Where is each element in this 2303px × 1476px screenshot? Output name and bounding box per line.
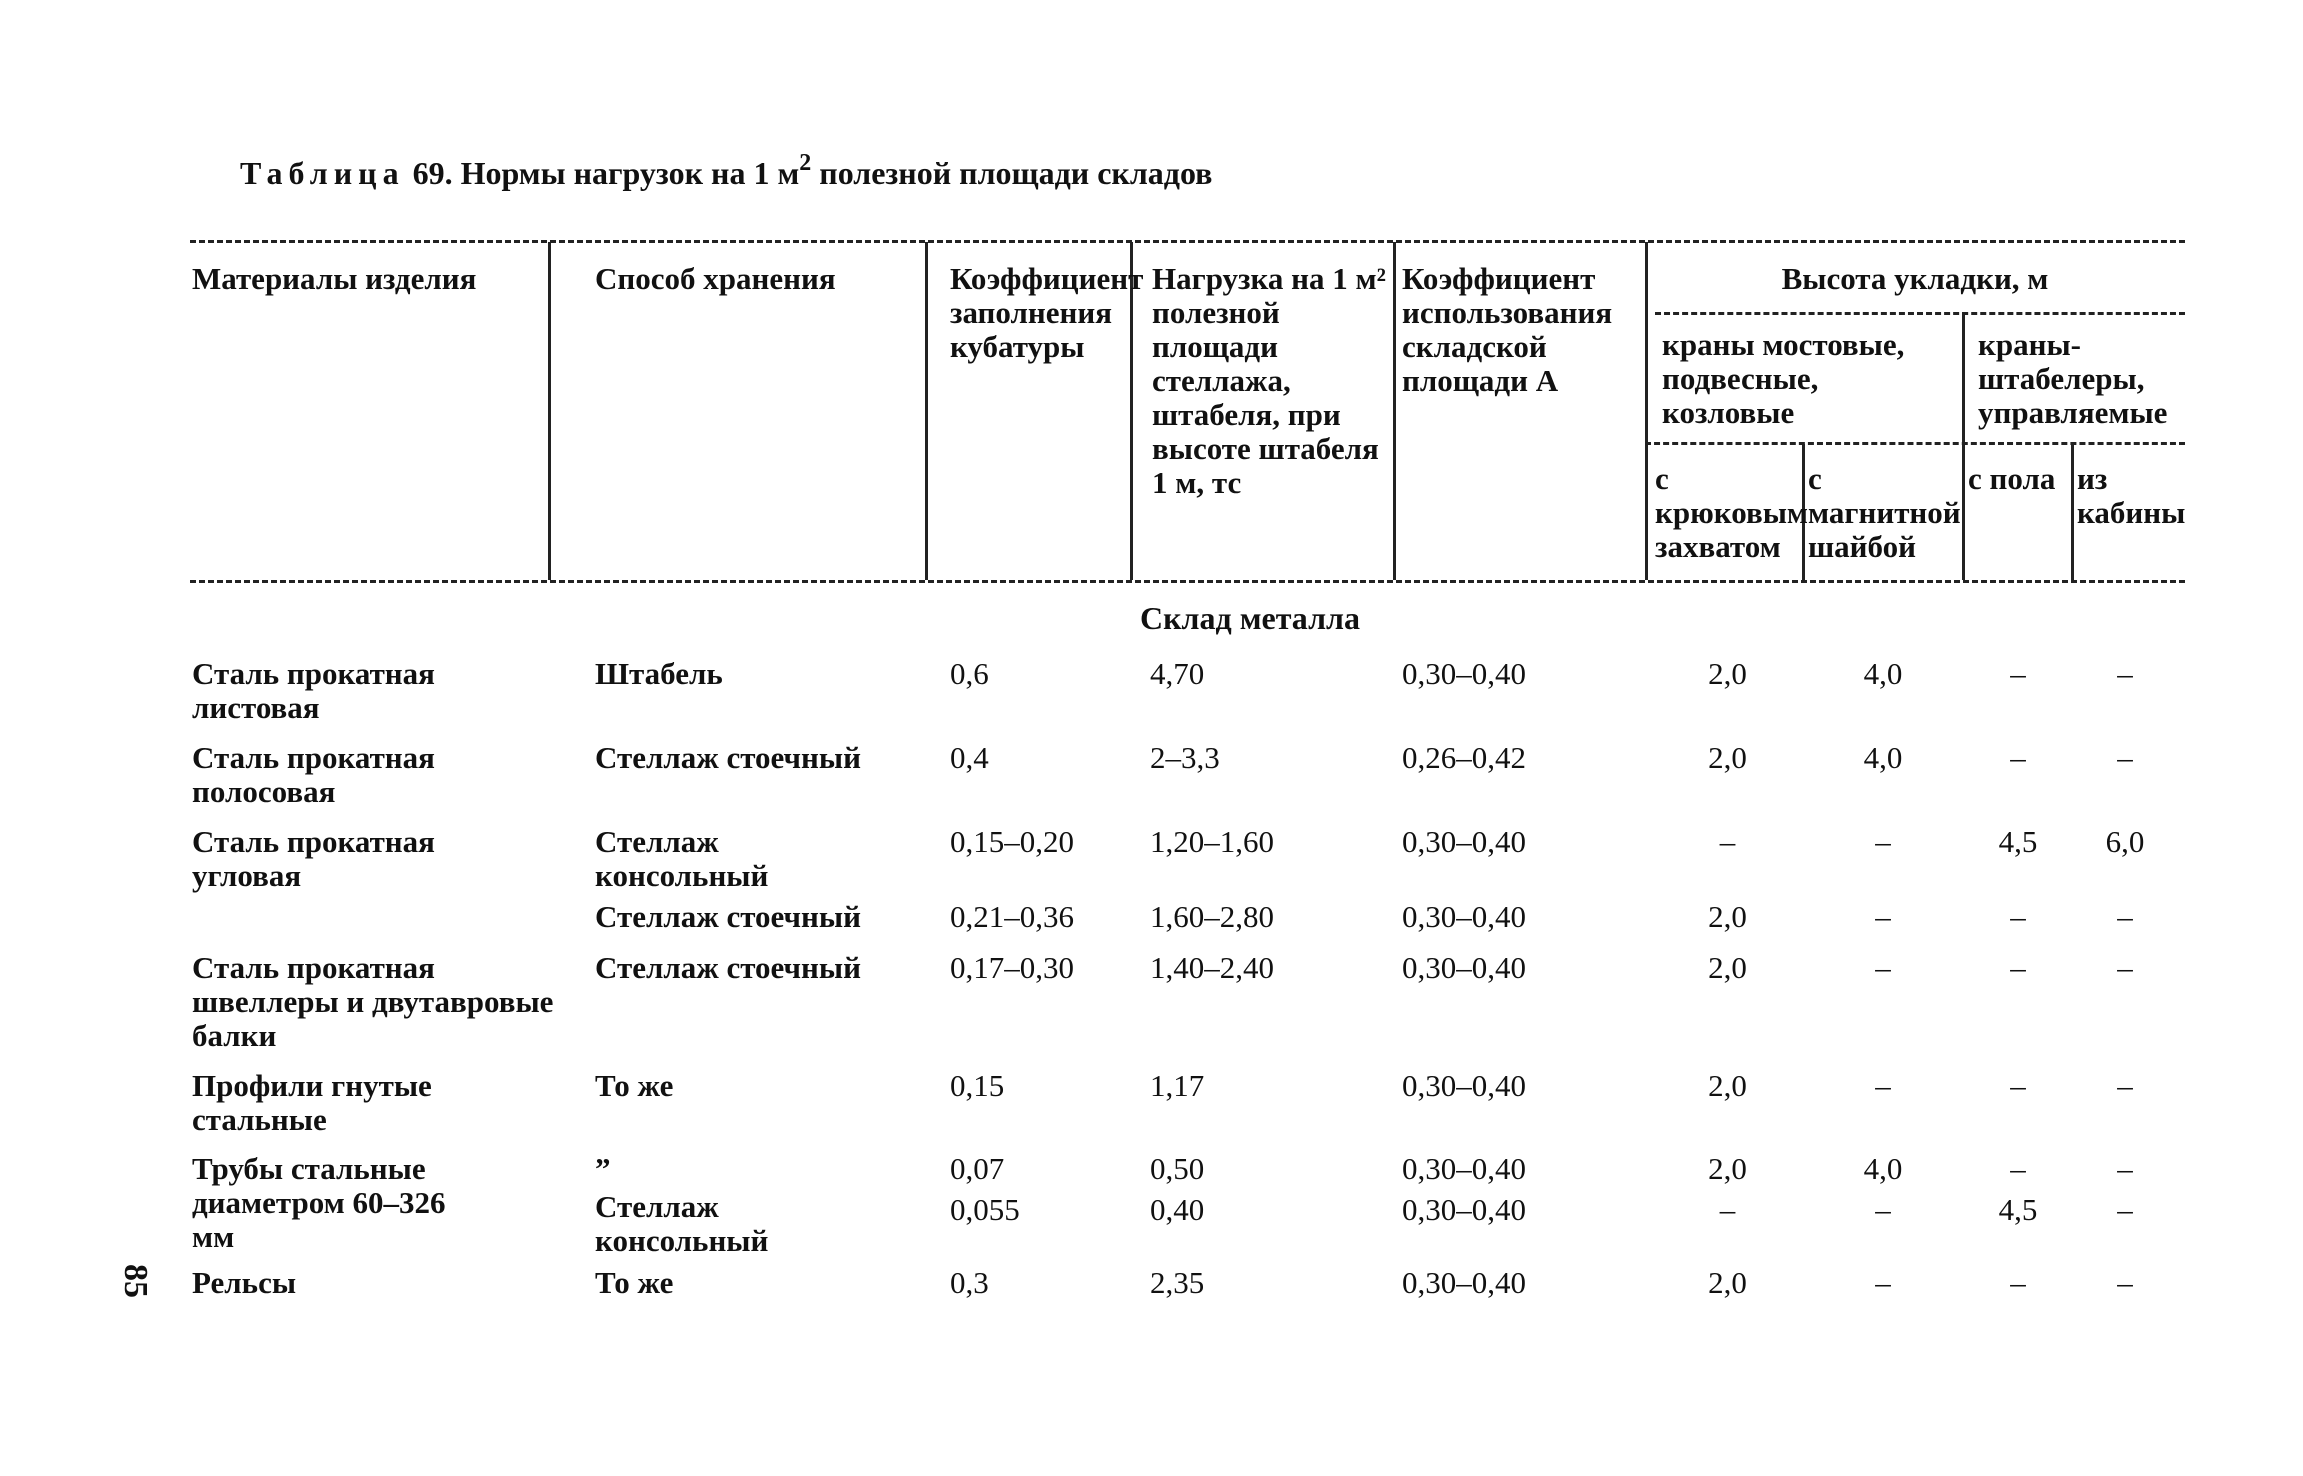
cell-floor: – <box>2010 1265 2026 1300</box>
cell-storage: Стеллаж стоечный <box>595 950 861 985</box>
cell-material: Рельсы <box>192 1265 297 1300</box>
cell-load: 0,40 <box>1150 1192 1205 1227</box>
cell-storage: ” <box>595 1151 611 1186</box>
header-divider <box>925 242 928 580</box>
cell-cabin: – <box>2117 1192 2133 1227</box>
cell-hook: – <box>1719 824 1736 859</box>
cell-load: 1,17 <box>1150 1068 1205 1103</box>
header-cranes-stacker: краны-штабелеры, управляемые <box>1978 327 2168 430</box>
header-hook: с крюковым захватом <box>1655 461 1809 564</box>
cell-load: 1,20–1,60 <box>1150 824 1274 859</box>
cell-material: Сталь прокатная полосовая <box>192 740 435 809</box>
cell-magnet: – <box>1875 899 1891 934</box>
header-cabin: из кабины <box>2077 461 2186 530</box>
cell-load: 0,50 <box>1150 1151 1205 1186</box>
header-divider <box>2071 444 2074 580</box>
cell-material: Сталь прокатная листовая <box>192 656 435 725</box>
cranes-subrule <box>1645 442 2185 445</box>
cell-storage: То же <box>595 1265 674 1300</box>
cell-area: 0,30–0,40 <box>1402 1265 1526 1300</box>
height-group-rule <box>1655 312 2185 315</box>
cell-cabin: – <box>2117 899 2133 934</box>
table-title <box>240 150 1212 192</box>
cell-cabin: – <box>2117 1265 2133 1300</box>
cell-hook: 2,0 <box>1708 1265 1747 1300</box>
cell-cabin: – <box>2117 1151 2133 1186</box>
cell-material: Профили гнутые стальные <box>192 1068 432 1137</box>
cell-floor: 4,5 <box>1998 1192 2038 1227</box>
cell-load: 2–3,3 <box>1150 740 1220 775</box>
cell-material: Сталь прокатная швеллеры и двутавровые балки <box>192 950 554 1053</box>
section-title: Склад металла <box>1140 600 1360 636</box>
cell-floor: – <box>2010 740 2026 775</box>
cell-magnet: – <box>1875 824 1891 859</box>
cell-magnet: 4,0 <box>1863 740 1903 775</box>
cell-hook: 2,0 <box>1708 1151 1747 1186</box>
cell-area: 0,26–0,42 <box>1402 740 1526 775</box>
cell-area: 0,30–0,40 <box>1402 950 1526 985</box>
header-load: Нагрузка на 1 м² полезной площади стеллажа, штабеля, при высоте штабеля 1 м, тс <box>1152 261 1386 500</box>
header-divider <box>548 242 551 580</box>
cell-storage: Штабель <box>595 656 723 691</box>
cell-cabin: – <box>2117 740 2133 775</box>
cell-area: 0,30–0,40 <box>1402 824 1526 859</box>
cell-load: 4,70 <box>1150 656 1205 691</box>
cell-fill: 0,15 <box>950 1068 1005 1103</box>
title-superscript: 2 <box>799 150 812 176</box>
cell-hook: 2,0 <box>1708 656 1747 691</box>
header-bottom-rule <box>190 580 2185 583</box>
header-storage: Способ хранения <box>595 261 836 296</box>
cell-load: 1,60–2,80 <box>1150 899 1274 934</box>
header-divider <box>1393 242 1396 580</box>
header-cranes-bridge: краны мостовые, подвесные, козловые <box>1662 327 1905 430</box>
cell-cabin: – <box>2117 950 2133 985</box>
header-fill-coefficient: Коэффициент заполнения кубатуры <box>950 261 1144 364</box>
cell-magnet: 4,0 <box>1863 656 1903 691</box>
cell-area: 0,30–0,40 <box>1402 1151 1526 1186</box>
cell-fill: 0,07 <box>950 1151 1005 1186</box>
cell-fill: 0,055 <box>950 1192 1020 1227</box>
cell-hook: 2,0 <box>1708 899 1747 934</box>
cell-storage: Стеллаж стоечный <box>595 899 861 934</box>
header-top-rule <box>190 240 2185 243</box>
cell-fill: 0,21–0,36 <box>950 899 1074 934</box>
cell-area: 0,30–0,40 <box>1402 1068 1526 1103</box>
cell-material: Трубы стальные диаметром 60–326 мм <box>192 1151 446 1254</box>
page-number: 85 <box>117 1264 154 1298</box>
cell-hook: – <box>1719 1192 1736 1227</box>
cell-fill: 0,17–0,30 <box>950 950 1074 985</box>
cell-area: 0,30–0,40 <box>1402 656 1526 691</box>
header-height-group: Высота укладки, м <box>1781 261 2049 296</box>
cell-magnet: – <box>1875 1068 1891 1103</box>
cell-storage: Стеллаж консольный <box>595 1189 769 1258</box>
title-prefix: Таблица <box>240 155 405 191</box>
cell-floor: – <box>2010 1151 2026 1186</box>
header-floor: с пола <box>1968 461 2056 496</box>
cell-magnet: 4,0 <box>1863 1151 1903 1186</box>
title-suffix: полезной площади складов <box>811 155 1213 191</box>
cell-magnet: – <box>1875 1265 1891 1300</box>
cell-fill: 0,6 <box>950 656 989 691</box>
cell-cabin: 6,0 <box>2105 824 2145 859</box>
cell-storage: Стеллаж консольный <box>595 824 769 893</box>
header-magnet: с магнитной шайбой <box>1808 461 1961 564</box>
title-number: 69. <box>412 155 453 191</box>
cell-cabin: – <box>2117 656 2133 691</box>
cell-hook: 2,0 <box>1708 1068 1747 1103</box>
cell-floor: 4,5 <box>1998 824 2038 859</box>
cell-magnet: – <box>1875 950 1891 985</box>
cell-floor: – <box>2010 1068 2026 1103</box>
cell-floor: – <box>2010 950 2026 985</box>
cell-floor: – <box>2010 656 2026 691</box>
cell-area: 0,30–0,40 <box>1402 899 1526 934</box>
cell-load: 1,40–2,40 <box>1150 950 1274 985</box>
cell-cabin: – <box>2117 1068 2133 1103</box>
cell-fill: 0,15–0,20 <box>950 824 1074 859</box>
cell-fill: 0,3 <box>950 1265 989 1300</box>
cell-load: 2,35 <box>1150 1265 1205 1300</box>
header-area-coefficient: Коэффициент использования складской площади A <box>1402 261 1613 398</box>
header-divider <box>1962 312 1965 580</box>
cell-hook: 2,0 <box>1708 740 1747 775</box>
title-text: Нормы нагрузок на 1 м <box>460 155 800 191</box>
cell-storage: То же <box>595 1068 674 1103</box>
cell-storage: Стеллаж стоечный <box>595 740 861 775</box>
cell-hook: 2,0 <box>1708 950 1747 985</box>
cell-magnet: – <box>1875 1192 1891 1227</box>
header-material: Материалы изделия <box>192 261 477 296</box>
cell-material: Сталь прокатная угловая <box>192 824 435 893</box>
cell-fill: 0,4 <box>950 740 989 775</box>
header-divider <box>1645 242 1648 580</box>
cell-area: 0,30–0,40 <box>1402 1192 1526 1227</box>
cell-floor: – <box>2010 899 2026 934</box>
